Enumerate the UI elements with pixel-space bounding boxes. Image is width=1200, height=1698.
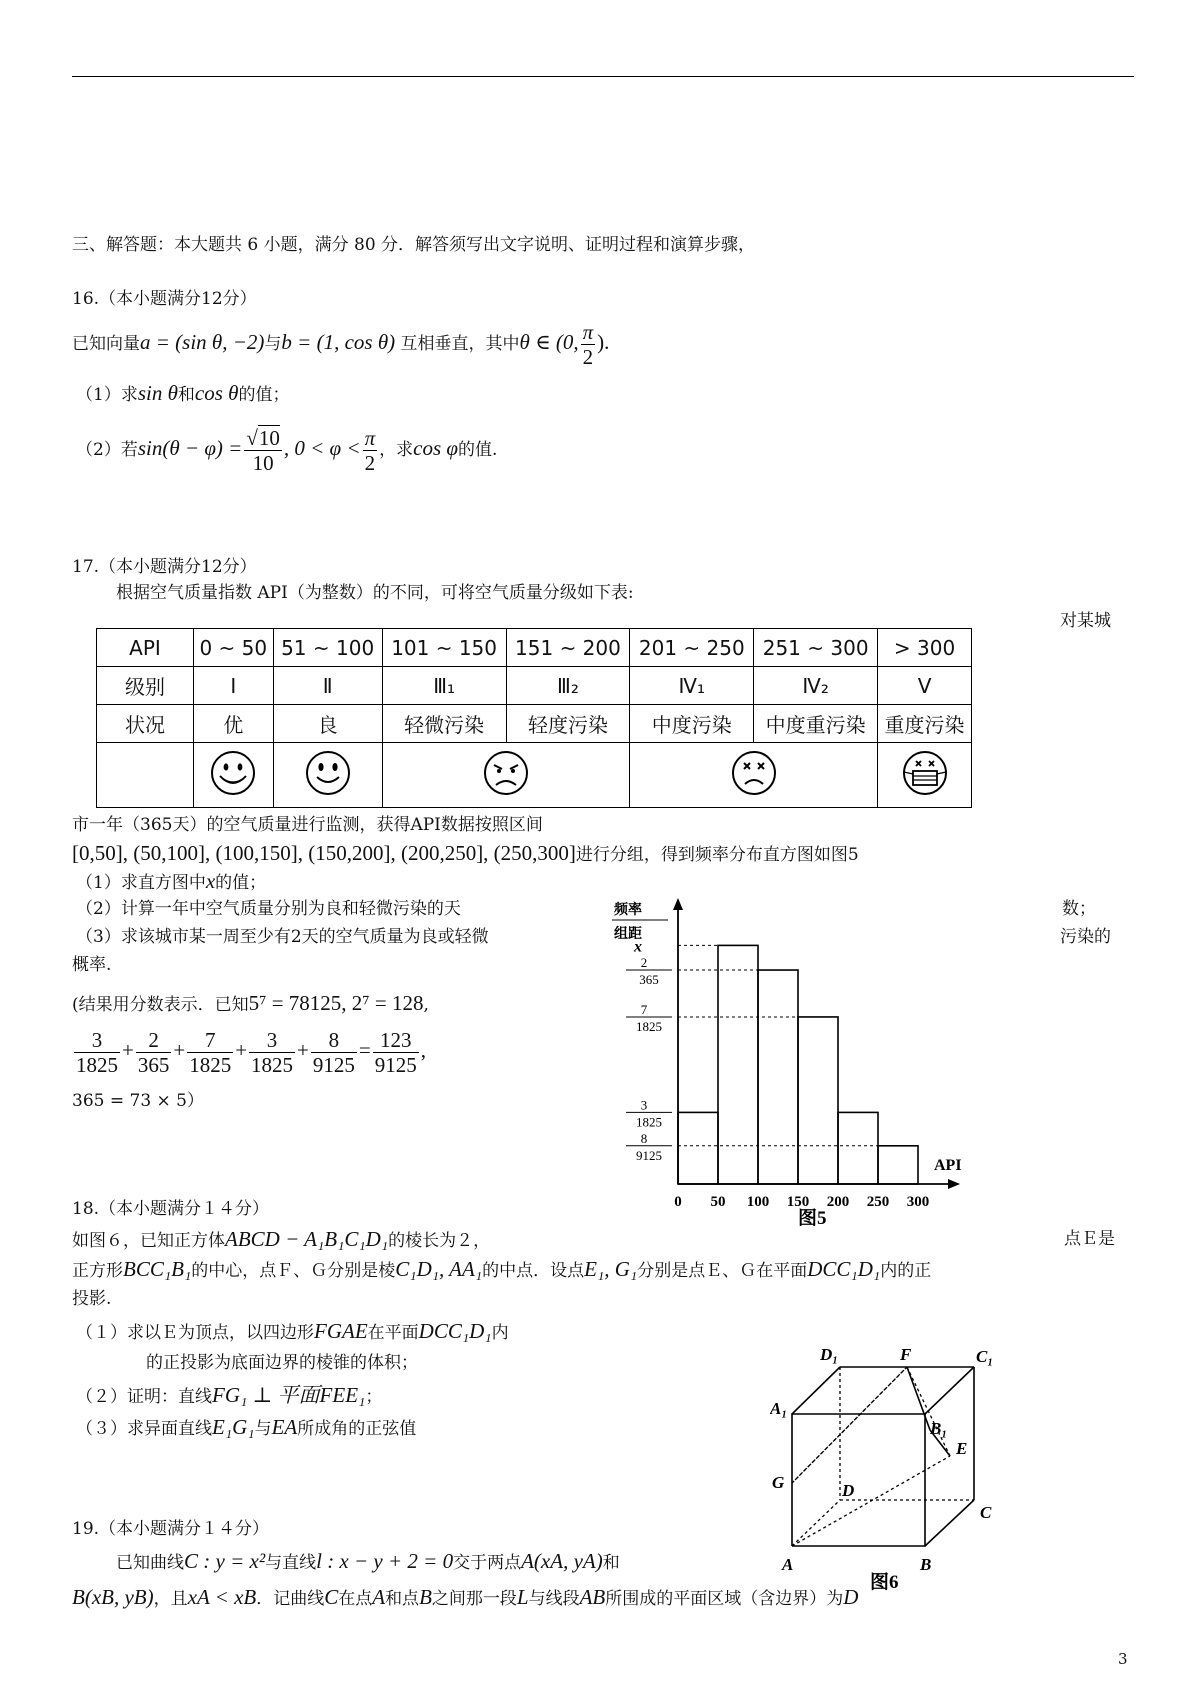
q19-math: D bbox=[843, 1585, 859, 1609]
two-denominator: 2 bbox=[581, 344, 596, 369]
table-cell: Ⅲ₁ bbox=[382, 667, 506, 705]
table-cell bbox=[194, 743, 274, 808]
q19-text: 在点 bbox=[338, 1589, 373, 1609]
q18-math: DCC₁D₁ bbox=[418, 1319, 492, 1343]
fraction-num: 123 bbox=[379, 1028, 412, 1052]
y-tick-num: 8 bbox=[640, 1130, 648, 1146]
table-cell: 优 bbox=[194, 705, 274, 743]
q17-part3: （3）求该城市某一周至少有2天的空气质量为良或轻微 bbox=[76, 927, 489, 947]
figure6-caption: 图6 bbox=[870, 1572, 899, 1592]
q16-cos-phi: cos φ bbox=[413, 436, 459, 460]
q19-math: C bbox=[324, 1585, 339, 1609]
histogram-bar bbox=[678, 1112, 718, 1184]
q18-text: （１）求以Ｅ为顶点，以四边形 bbox=[76, 1323, 314, 1343]
q19-math: AB bbox=[579, 1585, 606, 1609]
label-C1: C₁ bbox=[976, 1347, 994, 1366]
table-cell: 中度重污染 bbox=[754, 705, 878, 743]
q18-text: 所成角的正弦值 bbox=[297, 1419, 417, 1439]
table-cell: 状况 bbox=[97, 705, 194, 743]
dizzy-face-icon bbox=[729, 748, 779, 798]
section-header: 三、解答题：本大题共 6 小题，满分 80 分．解答须写出文字说明、证明过程和演算步骤， bbox=[72, 235, 756, 255]
histogram-bar bbox=[798, 1017, 838, 1184]
q17-intervals-line bbox=[72, 840, 859, 868]
q17-hint2: $\frac{3}{1825}$ + $\frac{2}{365}$ + $\frac{7}{1825}$ + $\frac{3}{1825}$ + $\frac{8}{9125}$ = $\frac{123}{9125}$ , bbox=[76, 1028, 426, 1077]
q16-part2-tail-a: ，求 bbox=[379, 440, 414, 460]
q18-part3 bbox=[76, 1414, 416, 1442]
table-cell bbox=[630, 743, 878, 808]
fraction bbox=[249, 1028, 295, 1077]
fraction bbox=[187, 1028, 233, 1077]
x-tick-label: 0 bbox=[674, 1194, 682, 1210]
table-cell: Ⅳ₁ bbox=[630, 667, 754, 705]
page-number: 3 bbox=[1118, 1650, 1128, 1668]
q16-part2-tail-b: 的值. bbox=[458, 440, 498, 460]
cube-figure bbox=[770, 1302, 1030, 1592]
x-tick-label: 50 bbox=[710, 1194, 726, 1210]
q19-text: ．记曲线 bbox=[256, 1589, 325, 1609]
histogram-bar bbox=[758, 970, 798, 1184]
q16-pi-over-2-b bbox=[363, 426, 378, 475]
x-axis-label: API bbox=[934, 1157, 962, 1174]
label-D1: D₁ bbox=[820, 1345, 839, 1364]
q17-part3-cont: 概率. bbox=[72, 955, 112, 975]
q18-text: ； bbox=[365, 1387, 383, 1407]
y-axis-label-bottom: 组距 bbox=[614, 927, 642, 942]
y-tick-num: 2 bbox=[640, 955, 648, 971]
label-F: F bbox=[900, 1345, 912, 1364]
fraction-num: 3 bbox=[266, 1028, 278, 1052]
q19-title: 19.（本小题满分１４分） bbox=[72, 1519, 270, 1539]
table-cell: 151 ~ 200 bbox=[506, 629, 630, 667]
q16-part2-label: （2）若 bbox=[76, 440, 138, 460]
y-tick-num: 7 bbox=[640, 1001, 648, 1017]
q18-text: 分别是点Ｅ、Ｇ在平面 bbox=[637, 1261, 808, 1281]
q16-stem bbox=[72, 320, 609, 369]
table-row-status bbox=[97, 705, 972, 743]
q19-math: C : y = x² bbox=[184, 1549, 266, 1573]
q19-math: xA < xB bbox=[187, 1585, 257, 1609]
table-cell: 轻度污染 bbox=[506, 705, 630, 743]
q18-math: DCC₁D₁ bbox=[807, 1257, 881, 1281]
q16-stem-mid: 互相垂直，其中 bbox=[400, 334, 520, 354]
fraction bbox=[74, 1028, 120, 1077]
q16-part1-tail: 的值； bbox=[238, 385, 290, 405]
q16-part1 bbox=[76, 380, 289, 408]
table-cell: 重度污染 bbox=[878, 705, 972, 743]
q16-and: 和 bbox=[177, 385, 195, 405]
y-tick-den: 9125 bbox=[636, 1147, 662, 1163]
histogram-chart bbox=[600, 896, 1040, 1226]
fraction bbox=[373, 1028, 419, 1077]
table-cell-empty bbox=[97, 743, 194, 808]
y-tick-den: 1825 bbox=[636, 1114, 662, 1130]
q19-text: 与线段 bbox=[528, 1589, 580, 1609]
q19-text: 已知曲线 bbox=[116, 1553, 184, 1573]
api-grade-table bbox=[96, 628, 972, 808]
figure5-caption: 图5 bbox=[798, 1208, 827, 1226]
q18-text: （３）求异面直线 bbox=[76, 1419, 212, 1439]
q16-sqrt10-over-10: $\frac{√10}{10}$ bbox=[246, 426, 280, 475]
frown-face-icon bbox=[481, 748, 531, 798]
fraction-den: 365 bbox=[137, 1053, 170, 1077]
q16-part1-label: （1）求 bbox=[76, 385, 138, 405]
q19-text: 所围成的平面区域（含边界）为 bbox=[605, 1589, 844, 1609]
big-smile-face-icon bbox=[208, 748, 258, 798]
q16-vec-b: b = (1, cos θ) bbox=[281, 330, 396, 354]
table-cell: Ⅲ₂ bbox=[506, 667, 630, 705]
q19-math: B bbox=[419, 1585, 432, 1609]
table-cell: Ⅴ bbox=[878, 667, 972, 705]
q19-text: 之间那一段 bbox=[431, 1589, 517, 1609]
table-cell bbox=[382, 743, 630, 808]
y-tick-den: 1825 bbox=[636, 1018, 662, 1034]
q18-part1-cont: 的正投影为底面边界的棱锥的体积； bbox=[146, 1353, 418, 1373]
q19-line2 bbox=[72, 1584, 858, 1612]
masked-face-icon bbox=[900, 748, 950, 798]
x-tick-label: 150 bbox=[786, 1194, 810, 1210]
fraction-num: 8 bbox=[328, 1028, 340, 1052]
q18-part2 bbox=[76, 1382, 382, 1410]
table-cell: 201 ~ 250 bbox=[630, 629, 754, 667]
q17-intervals: [0,50], (50,100], (100,150], (150,200], (200,250], (250,300] bbox=[72, 841, 576, 865]
table-cell: Ⅰ bbox=[194, 667, 274, 705]
q18-text: 的中心，点Ｆ、Ｇ分别是棱 bbox=[191, 1261, 396, 1281]
table-cell: > 300 bbox=[878, 629, 972, 667]
q19-math: A(xA, yA) bbox=[521, 1549, 603, 1573]
q16-vec-mid: 与 bbox=[264, 334, 282, 354]
label-B: B bbox=[920, 1555, 932, 1574]
table-row-api bbox=[97, 629, 972, 667]
q18-math: E₁G₁ bbox=[212, 1415, 255, 1439]
table-cell: 51 ~ 100 bbox=[273, 629, 382, 667]
histogram-bar bbox=[838, 1112, 878, 1184]
label-A: A bbox=[782, 1555, 794, 1574]
q17-part1-label: （1）求直方图中 bbox=[76, 873, 206, 893]
q17-part2: （2）计算一年中空气质量分别为良和轻微污染的天 bbox=[76, 899, 461, 919]
label-B1: B₁ bbox=[930, 1419, 948, 1438]
q18-math: FGAE bbox=[314, 1319, 368, 1343]
q18-math: EA bbox=[271, 1415, 298, 1439]
x-axis-arrow bbox=[948, 1179, 960, 1189]
table-cell: 251 ~ 300 bbox=[754, 629, 878, 667]
label-A1: A₁ bbox=[770, 1399, 788, 1418]
ten-denominator: 10 bbox=[244, 450, 282, 475]
q18-line1-right: 点Ｅ是 bbox=[1064, 1229, 1115, 1249]
histogram-bar bbox=[718, 945, 758, 1184]
table-cell: 0 ~ 50 bbox=[194, 629, 274, 667]
table-cell: 级别 bbox=[97, 667, 194, 705]
q17-after-table: 市一年（365天）的空气质量进行监测，获得API数据按照区间 bbox=[72, 815, 543, 835]
q17-part1-tail: 的值； bbox=[215, 873, 267, 893]
y-tick-den: 365 bbox=[639, 972, 659, 988]
q17-part1 bbox=[76, 868, 266, 896]
table-cell: 中度污染 bbox=[630, 705, 754, 743]
q17-hint1-math: 5⁷ = 78125, 2⁷ = 128 bbox=[248, 991, 424, 1015]
table-cell bbox=[273, 743, 382, 808]
table-row-faces bbox=[97, 743, 972, 808]
fraction-num: 2 bbox=[148, 1028, 159, 1052]
fraction-den: 1825 bbox=[251, 1053, 294, 1077]
histogram-bar bbox=[878, 1146, 918, 1184]
q17-var-x: x bbox=[205, 869, 216, 893]
label-C: C bbox=[980, 1503, 992, 1522]
sqrt-radicand: 10 bbox=[258, 426, 280, 450]
y-tick-label: x bbox=[634, 938, 642, 956]
q17-intervals-tail: 进行分组，得到频率分布直方图如图5 bbox=[575, 845, 859, 865]
q19-math: l : x − y + 2 = 0 bbox=[316, 1549, 454, 1573]
q17-part3-right: 污染的 bbox=[1060, 927, 1111, 947]
q17-hint3: 365 = 73 × 5） bbox=[72, 1091, 204, 1111]
q16-theta-range-end: ). bbox=[597, 330, 610, 354]
q17-hint1-text: (结果用分数表示．已知 bbox=[72, 995, 249, 1015]
q18-part1 bbox=[76, 1318, 509, 1346]
label-G: G bbox=[772, 1473, 785, 1492]
pi-numerator: π bbox=[364, 426, 376, 450]
q18-line1-text: 如图６，已知正方体 bbox=[72, 1231, 225, 1251]
pi-numerator: π bbox=[582, 320, 594, 344]
q18-text: 内的正 bbox=[880, 1261, 932, 1281]
label-E: E bbox=[956, 1439, 968, 1458]
q16-part2 bbox=[76, 418, 497, 480]
table-cell: API bbox=[97, 629, 194, 667]
q19-math: A bbox=[372, 1585, 386, 1609]
q17-right-note: 对某城 bbox=[1060, 611, 1111, 631]
cube-diagram bbox=[770, 1302, 1030, 1592]
x-tick-label: 200 bbox=[826, 1194, 850, 1210]
q18-math: FG₁ ⊥ 平面FEE₁ bbox=[212, 1383, 366, 1407]
x-tick-label: 100 bbox=[746, 1194, 770, 1210]
q16-stem-prefix: 已知向量 bbox=[72, 334, 140, 354]
q18-text: 与 bbox=[254, 1419, 272, 1439]
q18-math: E₁, G₁ bbox=[584, 1257, 638, 1281]
histogram-figure bbox=[600, 896, 1040, 1226]
q18-text: 正方形 bbox=[72, 1261, 123, 1281]
table-cell: 101 ~ 150 bbox=[382, 629, 506, 667]
table-cell bbox=[878, 743, 972, 808]
q19-text: 交于两点 bbox=[453, 1553, 522, 1573]
q17-part2-right: 数； bbox=[1062, 899, 1096, 919]
q18-text: 在平面 bbox=[367, 1323, 419, 1343]
table-cell: 良 bbox=[273, 705, 382, 743]
q16-theta-range: θ ∈ (0, bbox=[519, 330, 579, 354]
fraction-num: 7 bbox=[204, 1028, 216, 1052]
q18-line2 bbox=[72, 1256, 931, 1284]
table-cell: Ⅱ bbox=[273, 667, 382, 705]
x-tick-label: 250 bbox=[866, 1194, 890, 1210]
q18-cube-name: ABCD − A₁B₁C₁D₁ bbox=[225, 1227, 389, 1251]
q18-line1 bbox=[72, 1226, 490, 1254]
q16-phi-condition: , 0 < φ < bbox=[283, 436, 361, 460]
q19-text: 和 bbox=[602, 1553, 620, 1573]
q16-cos-theta: cos θ bbox=[194, 381, 239, 405]
q18-line3: 投影. bbox=[72, 1289, 112, 1309]
fraction-den: 1825 bbox=[76, 1053, 118, 1077]
q16-title: 16.（本小题满分12分） bbox=[72, 289, 257, 309]
q18-line1-tail: 的棱长为２， bbox=[388, 1231, 491, 1251]
q16-sin-diff: sin(θ − φ) = bbox=[137, 436, 243, 460]
two-denominator: 2 bbox=[363, 450, 378, 475]
table-cell: 轻微污染 bbox=[382, 705, 506, 743]
q16-sin-theta: sin θ bbox=[137, 381, 178, 405]
q17-intro: 根据空气质量指数 API（为整数）的不同，可将空气质量分级如下表: bbox=[116, 583, 634, 603]
q18-math: BCC₁B₁ bbox=[123, 1257, 192, 1281]
smile-face-icon bbox=[303, 748, 353, 798]
table-cell: Ⅳ₂ bbox=[754, 667, 878, 705]
q18-text: 内 bbox=[491, 1323, 509, 1343]
label-D: D bbox=[842, 1481, 855, 1500]
fraction-den: 9125 bbox=[374, 1053, 417, 1077]
fraction-den: 1825 bbox=[189, 1053, 232, 1077]
header-rule bbox=[72, 76, 1134, 77]
q18-text: 的中点．设点 bbox=[482, 1261, 585, 1281]
y-axis-label-top: 频率 bbox=[614, 903, 642, 918]
q17-title: 17.（本小题满分12分） bbox=[72, 557, 257, 577]
q19-text: 和点 bbox=[385, 1589, 420, 1609]
q16-vec-a: a = (sin θ, −2) bbox=[140, 330, 265, 354]
q18-text: （２）证明：直线 bbox=[76, 1387, 212, 1407]
q18-math: C₁D₁, AA₁ bbox=[395, 1257, 483, 1281]
x-tick-label: 300 bbox=[906, 1194, 930, 1210]
y-tick-num: 3 bbox=[640, 1097, 648, 1113]
table-row-level bbox=[97, 667, 972, 705]
q17-hint1 bbox=[72, 990, 429, 1018]
fraction-den: 9125 bbox=[312, 1053, 355, 1077]
q19-math: B(xB, yB) bbox=[72, 1585, 154, 1609]
y-axis-arrow bbox=[673, 898, 683, 910]
q16-pi-over-2 bbox=[581, 320, 596, 369]
q17-hint1-tail: , bbox=[423, 995, 429, 1015]
q19-line1 bbox=[116, 1548, 620, 1576]
q18-title: 18.（本小题满分１４分） bbox=[72, 1199, 270, 1219]
q19-text: ，且 bbox=[153, 1589, 188, 1609]
q19-math: L bbox=[516, 1585, 529, 1609]
q19-text: 与直线 bbox=[265, 1553, 317, 1573]
fraction bbox=[136, 1028, 172, 1077]
fraction-num: 3 bbox=[91, 1028, 103, 1052]
fraction bbox=[311, 1028, 357, 1077]
